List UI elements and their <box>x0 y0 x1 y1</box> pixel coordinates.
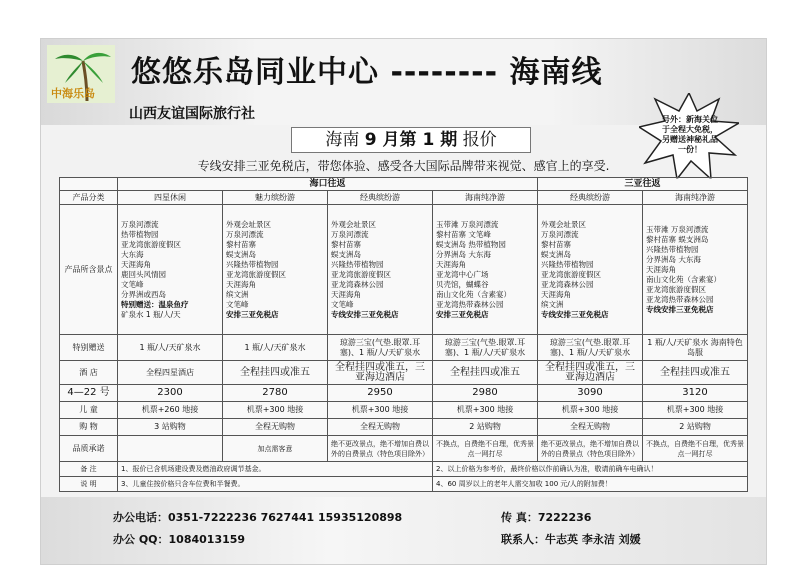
shopping-cell: 2 站购物 <box>643 419 748 436</box>
highlight-item: 热带植物园 <box>121 229 159 239</box>
row-label: 备 注 <box>60 462 118 477</box>
highlight-item: 天涯海角 <box>436 259 466 269</box>
highlight-item: 亚龙湾旅游度假区 <box>541 269 602 279</box>
promise-cell: 绝不更改景点，绝不增加自费以外的自费景点（特色项目除外） <box>538 436 643 462</box>
highlight-item: 专线安排三亚免税店 <box>331 309 399 319</box>
child-cell: 机票+300 地接 <box>328 402 433 419</box>
notes-row <box>60 462 748 477</box>
shopping-cell: 3 站购物 <box>118 419 223 436</box>
hotel-cell: 全程挂四或准五 <box>643 361 748 385</box>
highlight-item: 安排三亚免税店 <box>436 309 489 319</box>
shopping-cell: 全程无购物 <box>328 419 433 436</box>
highlight-item: 玉带滩 万泉河漂流 <box>646 224 709 234</box>
note-cell: 4、60 周岁以上的老年人需交加收 100 元/人的附加费！ <box>433 477 748 492</box>
highlight-item: 专线安排三亚免税店 <box>646 304 714 314</box>
phone-label: 办公电话： <box>113 511 168 524</box>
shopping-cell: 全程无购物 <box>223 419 328 436</box>
highlights-cell <box>643 205 748 335</box>
highlights-cell <box>538 205 643 335</box>
highlight-item: 天涯海角 <box>541 289 572 299</box>
highlight-item: 文笔峰 <box>331 299 354 309</box>
notes-row <box>60 477 748 492</box>
highlight-item: 兴隆热带植物园 <box>226 259 279 269</box>
office-phone <box>113 509 402 525</box>
highlight-item: 大东海 <box>121 249 144 259</box>
issue-prefix: 海南 <box>325 130 360 150</box>
note-cell: 2、以上价格为参考价，最终价格以作前确认为准，敬请前确车电确认！ <box>433 462 748 477</box>
row-label: 说 明 <box>60 477 118 492</box>
child-cell: 机票+300 地接 <box>223 402 328 419</box>
highlight-item: 外观会址景区 <box>226 219 271 229</box>
row-label: 品质承诺 <box>60 436 118 462</box>
promise-cell <box>118 436 223 462</box>
main-title: 悠悠乐岛同业中心 -------- 海南线 <box>131 55 603 90</box>
highlight-item: 蜈支洲岛 <box>226 249 256 259</box>
price-cell: 2780 <box>223 385 328 402</box>
highlight-item: 天涯海角 <box>646 264 677 274</box>
special-cell: 琼游三宝(气垫.眼罩.耳塞)、1 瓶/人/天矿泉水 <box>433 335 538 361</box>
child-cell: 机票+260 地接 <box>118 402 223 419</box>
highlight-item: 亚龙湾森林公园 <box>541 279 594 289</box>
highlight-item: 专线安排三亚免税店 <box>541 309 609 319</box>
child-row <box>60 402 748 419</box>
highlight-item: 矿泉水 1 瓶/人/天 <box>121 309 181 319</box>
starburst-text: 号外：新海关位于全程大免税，另赠送神秘礼品一份！ <box>662 115 718 154</box>
row-label: 产品所含景点 <box>60 205 118 335</box>
highlight-item: 亚龙湾旅游度假区 <box>331 269 391 279</box>
hotel-cell: 全程挂四或准五，三亚海边酒店 <box>328 361 433 385</box>
note-cell: 3、儿童住按价格只含车位费和半餐费。 <box>118 477 433 492</box>
group-sanya: 三亚往返 <box>538 178 748 191</box>
highlight-item: 分界洲或西岛 <box>121 289 166 299</box>
highlight-item: 蜈支洲岛 <box>541 249 572 259</box>
hotel-cell: 全程挂四或准五，三亚海边酒店 <box>538 361 643 385</box>
price-sheet <box>40 38 767 565</box>
highlight-item: 南山文化苑（含素宴） <box>436 289 511 299</box>
highlight-item: 黎村苗寨 <box>226 239 256 249</box>
highlight-item: 黎村苗寨 <box>541 239 572 249</box>
highlight-item: 贝壳馆，蝴蝶谷 <box>436 279 489 289</box>
product-name: 四星休闲 <box>118 191 223 205</box>
highlight-item: 兴隆热带植物园 <box>646 244 699 254</box>
child-cell: 机票+300 地接 <box>433 402 538 419</box>
highlight-item: 亚龙湾热带森林公园 <box>646 294 714 304</box>
highlights-cell <box>118 205 223 335</box>
hotel-cell: 全程挂四或准五 <box>223 361 328 385</box>
highlight-item: 文笔峰 <box>121 279 144 289</box>
price-cell: 3120 <box>643 385 748 402</box>
promise-cell: 不换点，自费绝不自理，优秀景点一网打尽 <box>433 436 538 462</box>
special-row <box>60 335 748 361</box>
highlight-item: 缤文洲 <box>226 289 249 299</box>
shopping-cell: 2 站购物 <box>433 419 538 436</box>
highlight-item: 万泉河漂流 <box>541 229 579 239</box>
fax: 传 真：7222236 <box>501 511 592 524</box>
highlight-item: 万泉河漂流 <box>331 229 369 239</box>
highlight-item: 亚龙湾旅游度假区 <box>121 239 181 249</box>
highlight-item: 黎村苗寨 <box>331 239 361 249</box>
office-qq: 办公 QQ：1084013159 <box>113 533 246 546</box>
product-name: 经典缤纷游 <box>538 191 643 205</box>
row-label: 4—22 号 <box>60 385 118 402</box>
product-name: 海南纯净游 <box>433 191 538 205</box>
promise-cell: 绝不更改景点，绝不增加自费以外的自费景点（特色项目除外） <box>328 436 433 462</box>
hotel-row <box>60 361 748 385</box>
highlight-item: 黎村苗寨 文笔峰 <box>436 229 491 239</box>
highlight-item: 天涯海角 <box>331 289 361 299</box>
price-table <box>59 177 748 492</box>
promise-cell: 加点需客意 <box>223 436 328 462</box>
highlight-item: 天涯海角 <box>226 279 256 289</box>
contacts: 联系人：牛志英 李永洁 刘媛 <box>501 533 641 546</box>
category-row <box>60 191 748 205</box>
highlights-cell <box>433 205 538 335</box>
highlight-item: 亚龙湾森林公园 <box>331 279 384 289</box>
highlight-item: 兴隆热带植物园 <box>541 259 594 269</box>
highlight-item: 分界洲岛 大东海 <box>436 249 491 259</box>
highlights-cell <box>223 205 328 335</box>
highlight-item: 兴隆热带植物园 <box>331 259 384 269</box>
row-label: 酒 店 <box>60 361 118 385</box>
special-cell: 1 瓶/人/天矿泉水 海南特色岛服 <box>643 335 748 361</box>
product-name: 海南纯净游 <box>643 191 748 205</box>
highlights-cell <box>328 205 433 335</box>
highlight-item: 亚龙湾旅游度假区 <box>226 269 286 279</box>
special-cell: 琼游三宝(气垫.眼罩.耳塞)、1 瓶/人/天矿泉水 <box>328 335 433 361</box>
agency-name: 山西友谊国际旅行社 <box>129 106 255 122</box>
highlight-item: 鹿回头风情园 <box>121 269 166 279</box>
note-cell: 1、报价已含机场建设费及燃油政府调节基金。 <box>118 462 433 477</box>
price-cell: 2950 <box>328 385 433 402</box>
highlight-item: 安排三亚免税店 <box>226 309 279 319</box>
highlight-item: 分界洲岛 大东海 <box>646 254 701 264</box>
issue-title <box>291 127 531 153</box>
phone-numbers: 0351-7222236 7627441 15935120898 <box>168 511 403 524</box>
footer <box>41 497 766 564</box>
price-cell: 2980 <box>433 385 538 402</box>
slogan: 专线安排三亚免税店，带您体验、感受各大国际品牌带来视觉、感官上的享受. <box>197 159 610 173</box>
highlight-item: 玉带滩 万泉河漂流 <box>436 219 499 229</box>
highlight-item: 特别赠送：温泉鱼疗 <box>121 299 189 309</box>
special-cell: 1 瓶/人/天矿泉水 <box>118 335 223 361</box>
palm-tree-logo-icon <box>47 45 115 103</box>
highlight-item: 南山文化苑（含素宴） <box>646 274 722 284</box>
highlight-item: 亚龙湾中心广场 <box>436 269 489 279</box>
child-cell: 机票+300 地接 <box>643 402 748 419</box>
product-name: 魅力缤纷游 <box>223 191 328 205</box>
hotel-cell: 全程挂四或准五 <box>433 361 538 385</box>
highlight-item: 蜈支洲岛 热带植物园 <box>436 239 506 249</box>
promise-cell: 不换点，自费绝不自理，优秀景点一网打尽 <box>643 436 748 462</box>
group-empty-cell <box>60 178 118 191</box>
price-row <box>60 385 748 402</box>
highlight-item: 缤文洲 <box>541 299 564 309</box>
svg-text:中海乐岛: 中海乐岛 <box>51 87 95 100</box>
highlight-item: 黎村苗寨 蜈支洲岛 <box>646 234 709 244</box>
highlight-item: 文笔峰 <box>226 299 249 309</box>
row-label: 儿 童 <box>60 402 118 419</box>
issue-suffix: 报价 <box>462 130 497 150</box>
highlight-item: 蜈支洲岛 <box>331 249 361 259</box>
shopping-cell: 全程无购物 <box>538 419 643 436</box>
group-row <box>60 178 748 191</box>
promise-row <box>60 436 748 462</box>
special-cell: 琼游三宝(气垫.眼罩.耳塞)、1 瓶/人/天矿泉水 <box>538 335 643 361</box>
row-label: 产品分类 <box>60 191 118 205</box>
product-name: 经典缤纷游 <box>328 191 433 205</box>
price-cell: 2300 <box>118 385 223 402</box>
row-label: 购 物 <box>60 419 118 436</box>
highlight-item: 天涯海角 <box>121 259 151 269</box>
group-haikou: 海口往返 <box>118 178 538 191</box>
highlight-item: 亚龙湾热带森林公园 <box>436 299 504 309</box>
issue-number: 9 月第 1 期 <box>364 130 458 150</box>
price-cell: 3090 <box>538 385 643 402</box>
child-cell: 机票+300 地接 <box>538 402 643 419</box>
highlight-item: 万泉河漂流 <box>226 229 264 239</box>
highlight-item: 亚龙湾旅游度假区 <box>646 284 707 294</box>
hotel-cell: 全程四星酒店 <box>118 361 223 385</box>
highlight-item: 万泉河漂流 <box>121 219 159 229</box>
special-cell: 1 瓶/人/天矿泉水 <box>223 335 328 361</box>
highlight-item: 外观会址景区 <box>541 219 587 229</box>
highlight-item: 外观会址景区 <box>331 219 376 229</box>
row-label: 特别赠送 <box>60 335 118 361</box>
shopping-row <box>60 419 748 436</box>
highlights-row <box>60 205 748 335</box>
